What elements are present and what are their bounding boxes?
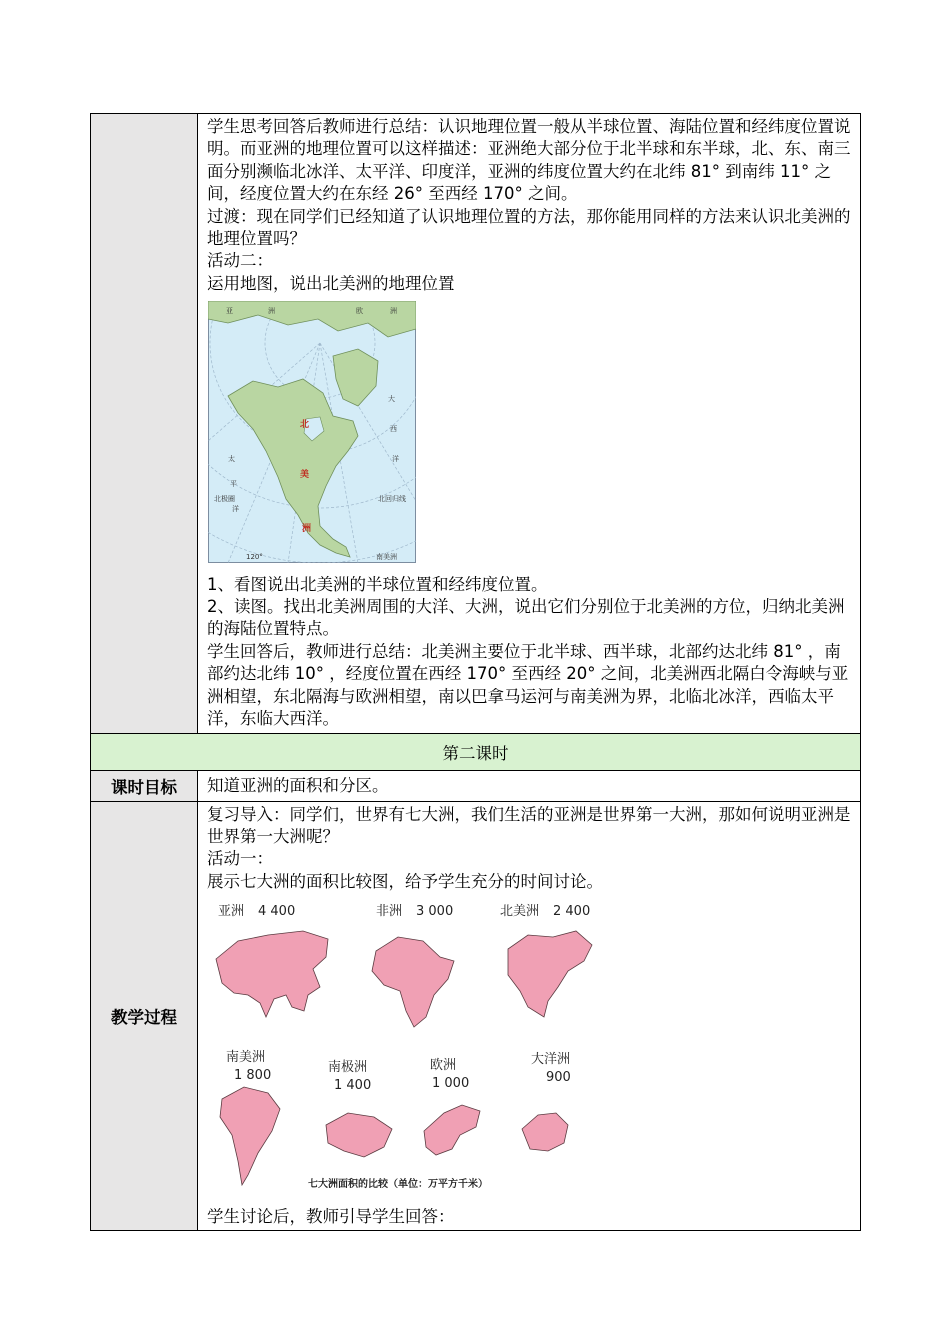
activity-two-heading: 活动二： xyxy=(207,251,273,271)
label-north-america: 北美洲 xyxy=(500,904,540,920)
left-cell-empty xyxy=(91,114,198,734)
north-america-map-svg xyxy=(208,301,416,563)
map-label-arctic-circle: 北极圈 xyxy=(214,495,235,504)
continent-area-svg xyxy=(208,899,618,1195)
label-antarctica: 南极洲 xyxy=(328,1060,368,1076)
map-label-asia-2: 洲 xyxy=(268,307,275,316)
goal-cell xyxy=(198,770,861,801)
process-label: 教学过程 xyxy=(91,801,198,1230)
map-label-lon: 120° xyxy=(246,553,263,562)
map-label-pacific-1: 太 xyxy=(228,455,235,464)
closing-text: 学生讨论后，教师引导学生回答： xyxy=(207,1206,455,1226)
goal-text: 知道亚洲的面积和分区。 xyxy=(207,775,389,795)
map-label-atlantic-1: 大 xyxy=(388,395,395,404)
process-cell xyxy=(198,801,861,1230)
goal-row xyxy=(91,770,861,801)
map-label-atlantic-2: 西 xyxy=(390,425,397,434)
label-africa: 非洲 xyxy=(376,904,403,920)
value-africa: 3 000 xyxy=(416,904,454,920)
question-2: 2、读图。找出北美洲周围的大洋、大洲，说出它们分别位于北美洲的方位，归纳北美洲的海陆位置特点。 xyxy=(207,597,845,639)
activity-two-text: 运用地图，说出北美洲的地理位置 xyxy=(207,273,455,293)
summary-asia: 学生思考回答后教师进行总结：认识地理位置一般从半球位置、海陆位置和经纬度位置说明。而亚洲的地理位置可以这样描述：亚洲绝大部分位于北半球和东半球，北、东、南三面分别濒临北冰洋、太平洋、印度洋，亚洲的纬度位置大约在北纬 81° 到南纬 11° 之间，经度位置大约在东经 26° 至西经 170° 之间。 xyxy=(207,117,851,204)
map-label-south-america: 南美洲 xyxy=(376,553,397,562)
value-north-america: 2 400 xyxy=(553,904,591,920)
label-oceania: 大洋洲 xyxy=(531,1052,571,1068)
north-america-map xyxy=(208,301,852,569)
north-america-summary: 学生回答后，教师进行总结：北美洲主要位于北半球、西半球，北部约达北纬 81° ，南部约达北纬 10° ，经度位置在西经 170° 至西经 20° 之间，北美洲西北隔白令海峡与亚洲相望，东北隔海与欧洲相望，南以巴拿马运河与南美洲为界，北临北冰洋，西临太平洋，东临大西洋。 xyxy=(207,641,849,729)
map-label-north: 北 xyxy=(300,420,310,431)
map-label-continent: 洲 xyxy=(302,524,312,535)
goal-label: 课时目标 xyxy=(91,770,198,801)
transition-text: 过渡：现在同学们已经知道了认识地理位置的方法，那你能用同样的方法来认识北美洲的地理位置吗？ xyxy=(207,206,851,249)
lesson-table xyxy=(90,113,861,1231)
lesson1-content xyxy=(198,114,861,734)
question-1: 1、看图说出北美洲的半球位置和经纬度位置。 xyxy=(207,574,548,594)
second-lesson-title: 第二课时 xyxy=(91,733,861,770)
map-label-america: 美 xyxy=(300,470,310,481)
label-south-america: 南美洲 xyxy=(226,1050,266,1066)
value-south-america: 1 800 xyxy=(234,1068,272,1084)
value-asia: 4 400 xyxy=(258,904,296,920)
value-europe: 1 000 xyxy=(432,1076,470,1092)
review-intro: 复习导入：同学们，世界有七大洲，我们生活的亚洲是世界第一大洲，那如何说明亚洲是世界第一大洲呢？ xyxy=(207,804,851,846)
label-europe: 欧洲 xyxy=(430,1058,457,1074)
map-label-asia: 亚 xyxy=(226,307,233,316)
activity-one-heading: 活动一： xyxy=(207,849,273,869)
map-label-europe: 欧 xyxy=(356,307,363,316)
process-row xyxy=(91,801,861,1230)
value-oceania: 900 xyxy=(546,1070,571,1086)
continent-area-figure xyxy=(208,899,852,1201)
map-label-atlantic-3: 洋 xyxy=(392,455,399,464)
map-label-tropic: 北回归线 xyxy=(378,495,406,504)
map-label-pacific-2: 平 xyxy=(230,480,237,489)
lesson1-row xyxy=(91,114,861,734)
chart-title: 七大洲面积的比较（单位：万平方千米） xyxy=(308,1179,488,1191)
map-label-pacific-3: 洋 xyxy=(232,505,239,514)
second-lesson-title-row xyxy=(91,733,861,770)
label-asia: 亚洲 xyxy=(218,904,245,920)
map-label-europe-2: 洲 xyxy=(390,307,397,316)
activity-one-text: 展示七大洲的面积比较图，给予学生充分的时间讨论。 xyxy=(207,871,603,891)
value-antarctica: 1 400 xyxy=(334,1078,372,1094)
